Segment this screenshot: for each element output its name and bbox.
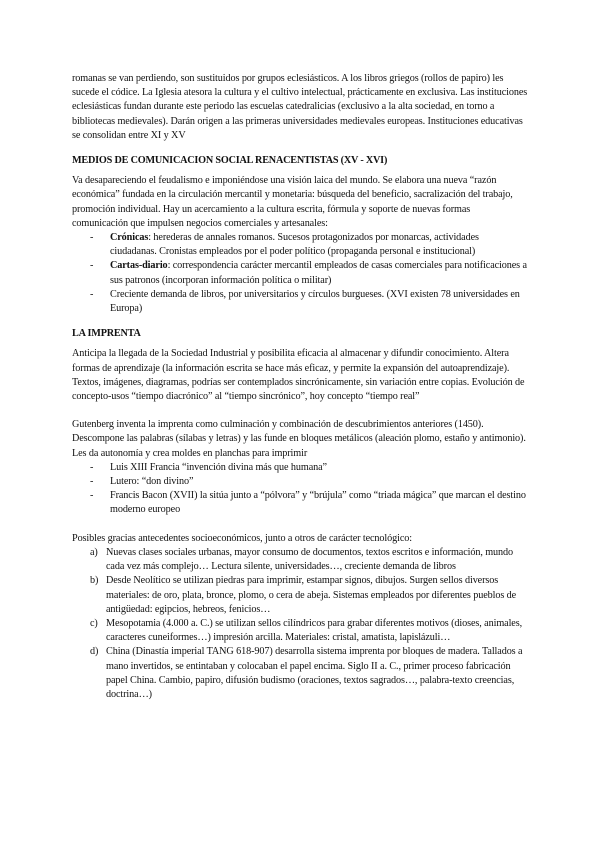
list-item-text: China (Dinastía imperial TANG 618-907) desarrolla sistema imprenta por bloques de madera. Tallados a mano invertidos, se entintaban y colocaban el papel encima. Siglo II a. C., primer proceso fabricación papel China. Cambio, papiro, difusión budismo (oraciones, textos sagrados…, palabra-texto creencias, doctrina…)	[106, 646, 523, 700]
list-item-text: : herederas de annales romanos. Sucesos protagonizados por monarcas, actividades ciudadanas. Cronistas empleados por el poder político (propaganda personal e institucional)	[110, 232, 479, 258]
list-dash: -	[90, 490, 94, 502]
list-item-term: Cartas-diario	[110, 260, 168, 272]
list-item-text: Creciente demanda de libros, por universitarios y círculos burgueses. (XVI existen 78 universidades en Europa)	[110, 288, 520, 315]
list-item	[72, 475, 528, 489]
list-item	[72, 259, 528, 287]
list-item	[72, 617, 528, 645]
list-item-text: : correspondencia carácter mercantil empleados de casas comerciales para notificaciones a sus patronos (incorporan información política o militar)	[110, 260, 527, 286]
list-item-text: Nuevas clases sociales urbanas, mayor consumo de documentos, textos escritos e información, mundo cada vez más complejo… Lectura silente, universidades…, creciente demanda de libros	[106, 546, 514, 573]
list-dash: -	[90, 288, 94, 300]
document-page	[72, 72, 528, 702]
list-letter: a)	[90, 546, 98, 558]
list-letter: c)	[90, 617, 98, 629]
list-dash: -	[90, 476, 94, 488]
list-item	[72, 546, 528, 574]
list-letter: b)	[90, 575, 99, 587]
renacentistas-list	[72, 231, 528, 316]
imprenta-paragraph-3: Posibles gracias antecedentes socioeconómicos, junto a otros de carácter tecnológico:	[72, 532, 413, 544]
list-dash: -	[90, 461, 94, 473]
list-item	[72, 461, 528, 475]
list-item-text: Luis XIII Francia “invención divina más que humana”	[110, 461, 327, 473]
list-dash: -	[90, 232, 94, 244]
list-item	[72, 645, 528, 702]
quotes-list	[72, 461, 528, 518]
list-item-text: Mesopotamia (4.000 a. C.) se utilizan sellos cilíndricos para grabar diferentes motivos (dioses, animales, caracteres cuneiformes…) impresión arcilla. Materiales: cristal, amatista, lapislázuli…	[106, 617, 523, 644]
list-item-text: Francis Bacon (XVII) la sitúa junto a “pólvora” y “brújula” como “triada mágica” que marcan el destino moderno europeo	[110, 490, 526, 516]
imprenta-paragraph-1: Anticipa la llegada de la Sociedad Industrial y posibilita eficacia al almacenar y difundir conocimiento. Altera formas de aprendizaje (la información escrita se hace más eficaz, y permite la expansión del autoaprendizaje). Textos, imágenes, diagramas, podrías ser contemplados sincrónicamente, sin variación entre copias. Evolución de concepto-usos “tiempo diacrónico” al “tiempo sincrónico”, hoy concepto “tiempo real”	[72, 348, 525, 403]
list-dash: -	[90, 260, 94, 272]
list-letter: d)	[90, 646, 99, 658]
intro-paragraph: romanas se van perdiendo, son sustituidos por grupos eclesiásticos. A los libros griegos (rollos de papiro) les sucede el códice. La Iglesia atesora la cultura y el cultivo intelectual, prácticamente en exclusiva. Las instituciones eclesiásticas fundan durante este periodo las escuelas catedralicias (exclusivo a la alta sociedad, en torno a bibliotecas medievales). Darán origen a las primeras universidades medievales europeas. Instituciones educativas se consolidan entre XI y XV	[72, 73, 528, 141]
antecedents-list	[72, 546, 528, 702]
list-item-text: Desde Neolítico se utilizan piedras para imprimir, estampar signos, dibujos. Surgen sellos diversos materiales: de oro, plata, bronce, plomo, o cera de abeja. Sistemas empleados por diferentes pueblos de antigüedad: egipcios, hebreos, fenicios…	[106, 575, 517, 615]
list-item	[72, 288, 528, 316]
list-item	[72, 489, 528, 517]
list-item	[72, 574, 528, 617]
list-item-term: Crónicas	[110, 232, 149, 244]
section-heading-imprenta: LA IMPRENTA	[72, 328, 141, 340]
section-heading-renacentistas: MEDIOS DE COMUNICACION SOCIAL RENACENTISTAS (XV - XVI)	[72, 155, 388, 167]
list-item-text: Lutero: “don divino”	[110, 476, 194, 488]
imprenta-paragraph-2: Gutenberg inventa la imprenta como culminación y combinación de descubrimientos anteriores (1450). Descompone las palabras (sílabas y letras) y las funde en bloques metálicos (aleación plomo, estaño y antimonio). Les da autonomía y crea moldes en planchas para imprimir	[72, 419, 526, 459]
list-item	[72, 231, 528, 259]
renacentistas-paragraph: Va desapareciendo el feudalismo e imponiéndose una visión laica del mundo. Se elabora una nueva “razón económica” fundada en la circulación mercantil y monetaria: búsqueda del beneficio, sacralización del trabajo, promoción individual. Hay un acercamiento a la cultura escrita, fórmula y soporte de nuevas formas comunicación que impulsen negocios comerciales y artesanales:	[72, 175, 513, 229]
